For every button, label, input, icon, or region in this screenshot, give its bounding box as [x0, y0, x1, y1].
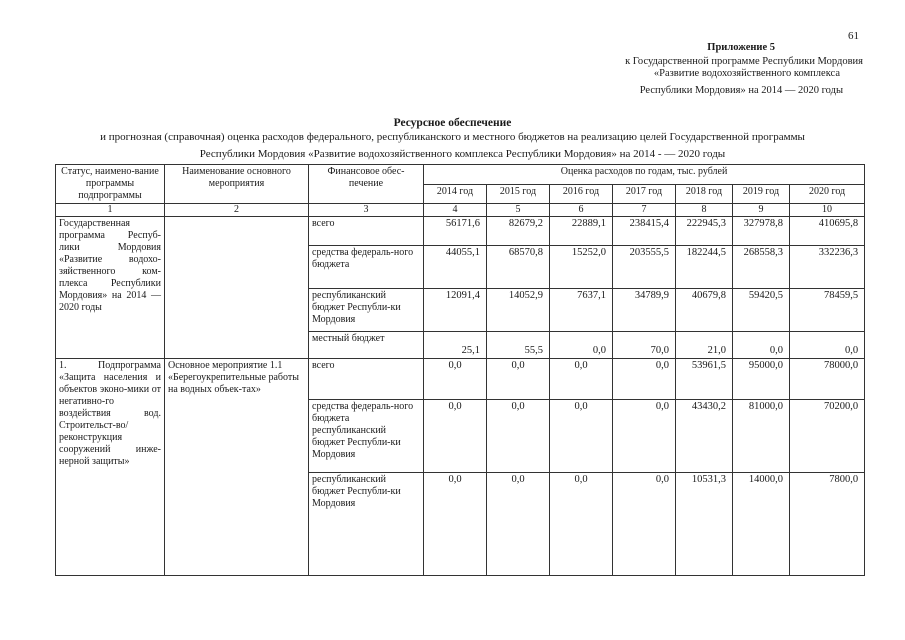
- column-number: 6: [550, 204, 613, 217]
- value-cell: 0,0: [790, 332, 865, 359]
- value-cell: 68570,8: [487, 246, 550, 289]
- finance-label: всего: [309, 217, 424, 246]
- value-cell: 0,0: [733, 332, 790, 359]
- value-cell: 0,0: [613, 359, 676, 400]
- document-subtitle: и прогнозная (справочная) оценка расходов федерального, республиканского и местного бюджетов на реализацию целей Государственной программы: [100, 131, 805, 143]
- header-year: 2014 год: [424, 184, 487, 204]
- value-cell: 25,1: [424, 332, 487, 359]
- finance-label: республиканский бюджет Республи-ки Мордовия: [309, 473, 424, 576]
- value-cell: 55,5: [487, 332, 550, 359]
- resource-table: [55, 164, 865, 576]
- value-cell: 12091,4: [424, 289, 487, 332]
- value-cell: 56171,6: [424, 217, 487, 246]
- column-number-row: [56, 204, 865, 217]
- finance-label: средства федераль-ного бюджета: [309, 246, 424, 289]
- finance-label: всего: [309, 359, 424, 400]
- column-number: 5: [487, 204, 550, 217]
- value-cell: 0,0: [487, 359, 550, 400]
- column-number: 3: [309, 204, 424, 217]
- value-cell: 0,0: [424, 473, 487, 576]
- header-year: 2015 год: [487, 184, 550, 204]
- value-cell: 0,0: [613, 473, 676, 576]
- value-cell: 327978,8: [733, 217, 790, 246]
- column-number: 1: [56, 204, 165, 217]
- finance-label: средства федераль-ного бюджета республиканский бюджет Республи-ки Мордовия: [309, 400, 424, 473]
- value-cell: 70200,0: [790, 400, 865, 473]
- value-cell: 81000,0: [733, 400, 790, 473]
- value-cell: 0,0: [487, 473, 550, 576]
- value-cell: 40679,8: [676, 289, 733, 332]
- header-estimate: Оценка расходов по годам, тыс. рублей: [424, 165, 865, 185]
- header-activity: Наименование основного мероприятия: [165, 165, 309, 204]
- value-cell: 14000,0: [733, 473, 790, 576]
- column-number: 9: [733, 204, 790, 217]
- value-cell: 268558,3: [733, 246, 790, 289]
- value-cell: 14052,9: [487, 289, 550, 332]
- value-cell: 0,0: [550, 473, 613, 576]
- appendix-line: к Государственной программе Республики Мордовия: [625, 56, 863, 67]
- program-status: Государственная программа Респуб-лики Мордовия «Развитие водохо-зяйственного ком-плекса Республики Мордовия» на 2014 — 2020 годы: [56, 217, 165, 359]
- header-year: 2020 год: [790, 184, 865, 204]
- value-cell: 53961,5: [676, 359, 733, 400]
- appendix-line: «Развитие водохозяйственного комплекса: [653, 68, 840, 79]
- column-number: 2: [165, 204, 309, 217]
- value-cell: 238415,4: [613, 217, 676, 246]
- value-cell: 203555,5: [613, 246, 676, 289]
- value-cell: 0,0: [424, 359, 487, 400]
- column-number: 8: [676, 204, 733, 217]
- header-year: 2017 год: [613, 184, 676, 204]
- table-row: [56, 217, 865, 246]
- header-year: 2018 год: [676, 184, 733, 204]
- table-row: [56, 359, 865, 400]
- value-cell: 10531,3: [676, 473, 733, 576]
- document-title: Ресурсное обеспечение: [393, 117, 512, 129]
- value-cell: 78000,0: [790, 359, 865, 400]
- value-cell: 70,0: [613, 332, 676, 359]
- column-number: 7: [613, 204, 676, 217]
- value-cell: 0,0: [487, 400, 550, 473]
- value-cell: 34789,9: [613, 289, 676, 332]
- value-cell: 0,0: [550, 359, 613, 400]
- value-cell: 7637,1: [550, 289, 613, 332]
- value-cell: 21,0: [676, 332, 733, 359]
- column-number: 4: [424, 204, 487, 217]
- value-cell: 410695,8: [790, 217, 865, 246]
- value-cell: 0,0: [613, 400, 676, 473]
- value-cell: 78459,5: [790, 289, 865, 332]
- appendix-title: Приложение 5: [707, 42, 775, 53]
- value-cell: 7800,0: [790, 473, 865, 576]
- finance-label: республиканский бюджет Республи-ки Мордовия: [309, 289, 424, 332]
- subprogram-status: 1. Подпрограмма «Защита населения и объектов эконо-мики от негативно-го воздействия вод. Строительст-во/реконструкция сооружений инже-нерной защиты»: [56, 359, 165, 576]
- header-finance: Финансовое обес-печение: [309, 165, 424, 204]
- subprogram-activity: Основное мероприятие 1.1 «Берегоукрепительные работы на водных объек-тах»: [165, 359, 309, 576]
- value-cell: 59420,5: [733, 289, 790, 332]
- value-cell: 43430,2: [676, 400, 733, 473]
- finance-label: местный бюджет: [309, 332, 424, 359]
- value-cell: 0,0: [550, 400, 613, 473]
- value-cell: 82679,2: [487, 217, 550, 246]
- header-year: 2016 год: [550, 184, 613, 204]
- value-cell: 0,0: [424, 400, 487, 473]
- value-cell: 95000,0: [733, 359, 790, 400]
- value-cell: 15252,0: [550, 246, 613, 289]
- column-number: 10: [790, 204, 865, 217]
- header-year: 2019 год: [733, 184, 790, 204]
- appendix-line: Республики Мордовия» на 2014 — 2020 годы: [639, 85, 843, 96]
- page-number: 61: [848, 30, 859, 42]
- program-activity: [165, 217, 309, 359]
- value-cell: 22889,1: [550, 217, 613, 246]
- header-row: [56, 165, 865, 185]
- value-cell: 182244,5: [676, 246, 733, 289]
- value-cell: 44055,1: [424, 246, 487, 289]
- value-cell: 332236,3: [790, 246, 865, 289]
- value-cell: 0,0: [550, 332, 613, 359]
- document-subtitle: Республики Мордовия «Развитие водохозяйственного комплекса Республики Мордовия» на 2014 - — 2020 годы: [199, 148, 726, 160]
- value-cell: 222945,3: [676, 217, 733, 246]
- header-status: Статус, наимено-вание программы подпрограммы: [56, 165, 165, 204]
